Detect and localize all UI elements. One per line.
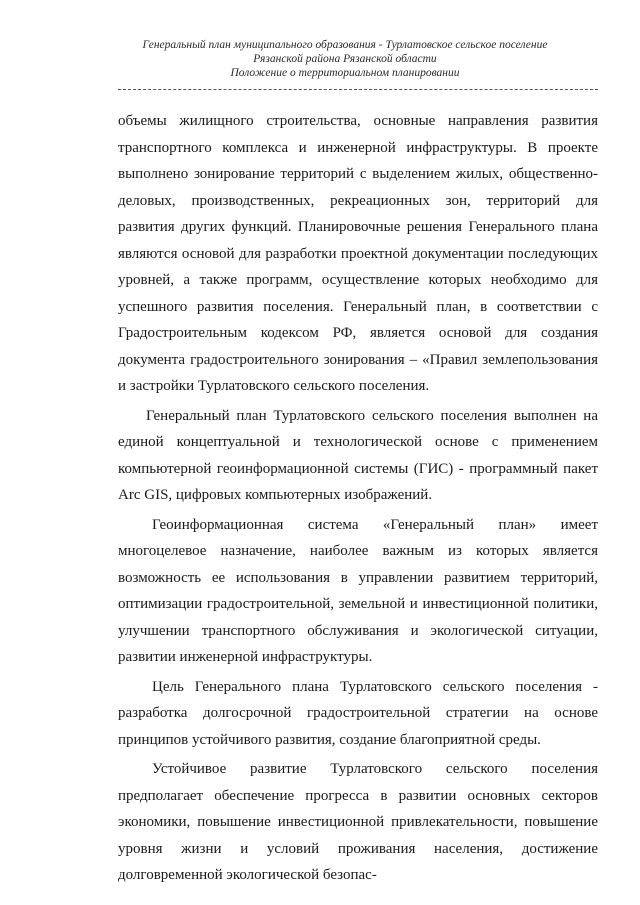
header-region-line: Рязанской района Рязанской области [253, 53, 437, 65]
header-divider [118, 89, 598, 90]
header-section-line: Положение о территориальном планировании [230, 67, 460, 79]
paragraph-geoinformation-system: Геоинформационная система «Генеральный план» имеет многоцелевое назначение, наиболее важным из которых является возможность ее использования в управлении развитием территорий, оптимизации градостроительной, земельной и инвестиционной политики, улучшении транспортного обслуживания и экологической ситуации, развитии инженерной инфраструктуры. [118, 516, 598, 665]
paragraph-gis: Генеральный план Турлатовского сельского поселения выполнен на единой концептуальной и технологической основе с применением компьютерной геоинформационной системы (ГИС) - программный пакет Arc GIS, цифровых компьютерных изображений. [118, 407, 598, 503]
header-title-line: Генеральный план муниципального образования - Турлатовское сельское поселение [142, 39, 548, 51]
running-header [110, 38, 580, 80]
paragraph-sustainable-development: Устойчивое развитие Турлатовского сельского поселения предполагает обеспечение прогресса в развитии основных секторов экономики, повышение инвестиционной привлекательности, повышение уровня жизни и условий проживания населения, достижение долговременной экологической безопас- [118, 761, 598, 883]
document-body [118, 108, 598, 889]
paragraph-continuation: объемы жилищного строительства, основные направления развития транспортного комплекса и инженерной инфраструктуры. В проекте выполнено зонирование территорий с выделением жилых, общественно-деловых, производственных, рекреационных зон, территорий для развития других функций. Планировочные решения Генерального плана являются основой для разработки проектной документации последующих уровней, а также программ, осуществление которых необходимо для успешного развития поселения. Генеральный план, в соответствии с Градостроительным кодексом РФ, является основой для создания документа градостроительного зонирования – «Правил землепользования и застройки Турлатовского сельского поселения. [118, 113, 598, 394]
paragraph-plan-goal: Цель Генерального плана Турлатовского сельского поселения - разработка долгосрочной градостроительной стратегии на основе принципов устойчивого развития, создание благоприятной среды. [118, 678, 598, 748]
